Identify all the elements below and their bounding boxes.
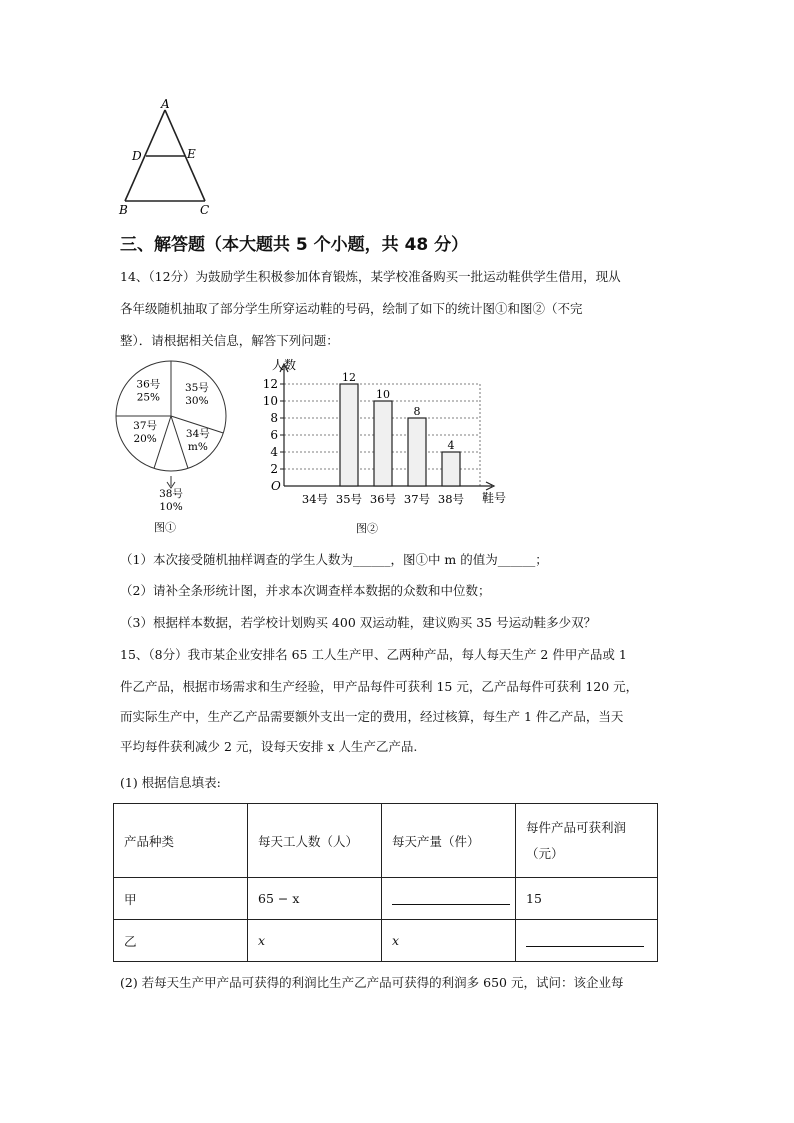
table-header-cell: 产品种类 [114, 804, 248, 878]
triangle-figure [112, 96, 224, 220]
bar [408, 418, 426, 486]
q14-sub2: （2）请补全条形统计图，并求本次调查样本数据的众数和中位数； [120, 583, 491, 598]
q14-line1: 14、（12分）为鼓励学生积极参加体育锻炼，某学校准备购买一批运动鞋供学生借用，现从 [120, 269, 621, 284]
pie-slice-label: 34号 [185, 427, 210, 440]
table-cell-blank[interactable] [516, 920, 658, 962]
q14-sub3: （3）根据样本数据，若学校计划购买 400 双运动鞋，建议购买 35 号运动鞋多少双？ [120, 615, 597, 630]
fig2-caption: 图② [356, 522, 378, 535]
y-tick-label: 10 [262, 394, 278, 408]
q15-line2: 件乙产品，根据市场需求和生产经验，甲产品每件可获利 15 元，乙产品每件可获利 120 元， [120, 679, 639, 694]
bar-value-label: 4 [447, 439, 455, 452]
x-axis-label: 鞋号 [482, 491, 507, 505]
table-cell: x [382, 920, 516, 962]
table-cell: x [248, 920, 382, 962]
label-b: B [119, 203, 128, 217]
table-cell-blank[interactable] [382, 878, 516, 920]
bar-value-label: 10 [376, 388, 390, 401]
bar-value-label: 8 [413, 405, 421, 418]
x-tick-label: 35号 [335, 492, 363, 506]
q15-line1: 15、（8分）我市某企业安排名 65 工人生产甲、乙两种产品，每人每天生产 2 件甲产品或 1 [120, 647, 627, 662]
q14-line3: 整）．请根据相关信息，解答下列问题： [120, 333, 339, 348]
table-header-cell: 每天产量（件） [382, 804, 516, 878]
pie-slice-value: 25% [136, 391, 161, 404]
pie-slice-label: 38号 [159, 488, 183, 500]
table-cell: 65 − x [248, 878, 382, 920]
bar-chart [255, 356, 517, 540]
q15-part1: (1) 根据信息填表: [120, 775, 221, 790]
label-c: C [200, 203, 210, 217]
label-a: A [161, 97, 170, 111]
label-e: E [187, 147, 196, 161]
origin-label: O [271, 479, 281, 493]
table-header-cell: 每天工人数（人） [248, 804, 382, 878]
q15-part2: (2) 若每天生产甲产品可获得的利润比生产乙产品可获得的利润多 650 元，试问：该企业每 [120, 975, 624, 990]
y-tick-label: 2 [270, 462, 278, 476]
x-tick-label: 37号 [403, 492, 431, 506]
table-cell: 乙 [114, 920, 248, 962]
pie-slice-label: 35号 [184, 382, 209, 395]
pie-slice-label: 37号 [133, 419, 158, 432]
q15-line3: 而实际生产中，生产乙产品需要额外支出一定的费用，经过核算，每生产 1 件乙产品，当天 [120, 709, 624, 724]
bar [442, 452, 460, 486]
section-title: 三、解答题（本大题共 5 个小题，共 48 分） [120, 235, 469, 255]
table-cell: 15 [516, 878, 658, 920]
table-cell: 甲 [114, 878, 248, 920]
table-row [114, 920, 658, 962]
q15-table [113, 803, 658, 962]
pie-slice-value: 10% [159, 501, 183, 513]
y-tick-label: 6 [270, 428, 278, 442]
x-tick-label: 34号 [301, 492, 329, 506]
pie-slice-value: 20% [133, 432, 157, 445]
x-tick-label: 38号 [437, 492, 465, 506]
fig1-caption: 图① [154, 521, 176, 534]
bar-value-label: 12 [342, 371, 356, 384]
q15-line4: 平均每件获利减少 2 元，设每天安排 x 人生产乙产品. [120, 739, 418, 754]
pie-chart [112, 360, 244, 540]
q14-line2: 各年级随机抽取了部分学生所穿运动鞋的号码，绘制了如下的统计图①和图②（不完 [120, 301, 583, 316]
y-tick-label: 4 [270, 445, 278, 459]
table-header-row [114, 804, 658, 878]
y-tick-label: 8 [270, 411, 278, 425]
answer-blank[interactable] [526, 932, 644, 947]
table-row [114, 878, 658, 920]
pie-slice-label: 36号 [136, 378, 161, 391]
table-header-cell: 每件产品可获利润（元） [516, 804, 658, 878]
q14-sub1: （1）本次接受随机抽样调查的学生人数为______，图①中 m 的值为______； [120, 552, 548, 567]
y-tick-label: 12 [262, 377, 278, 391]
x-tick-label: 36号 [369, 492, 397, 506]
answer-blank[interactable] [392, 890, 510, 905]
bar [374, 401, 392, 486]
pie-slice-value: 30% [185, 395, 209, 408]
bar [340, 384, 358, 486]
label-d: D [132, 149, 142, 163]
pie-slice-value: m% [187, 440, 208, 453]
y-axis-label: 人数 [272, 358, 297, 372]
